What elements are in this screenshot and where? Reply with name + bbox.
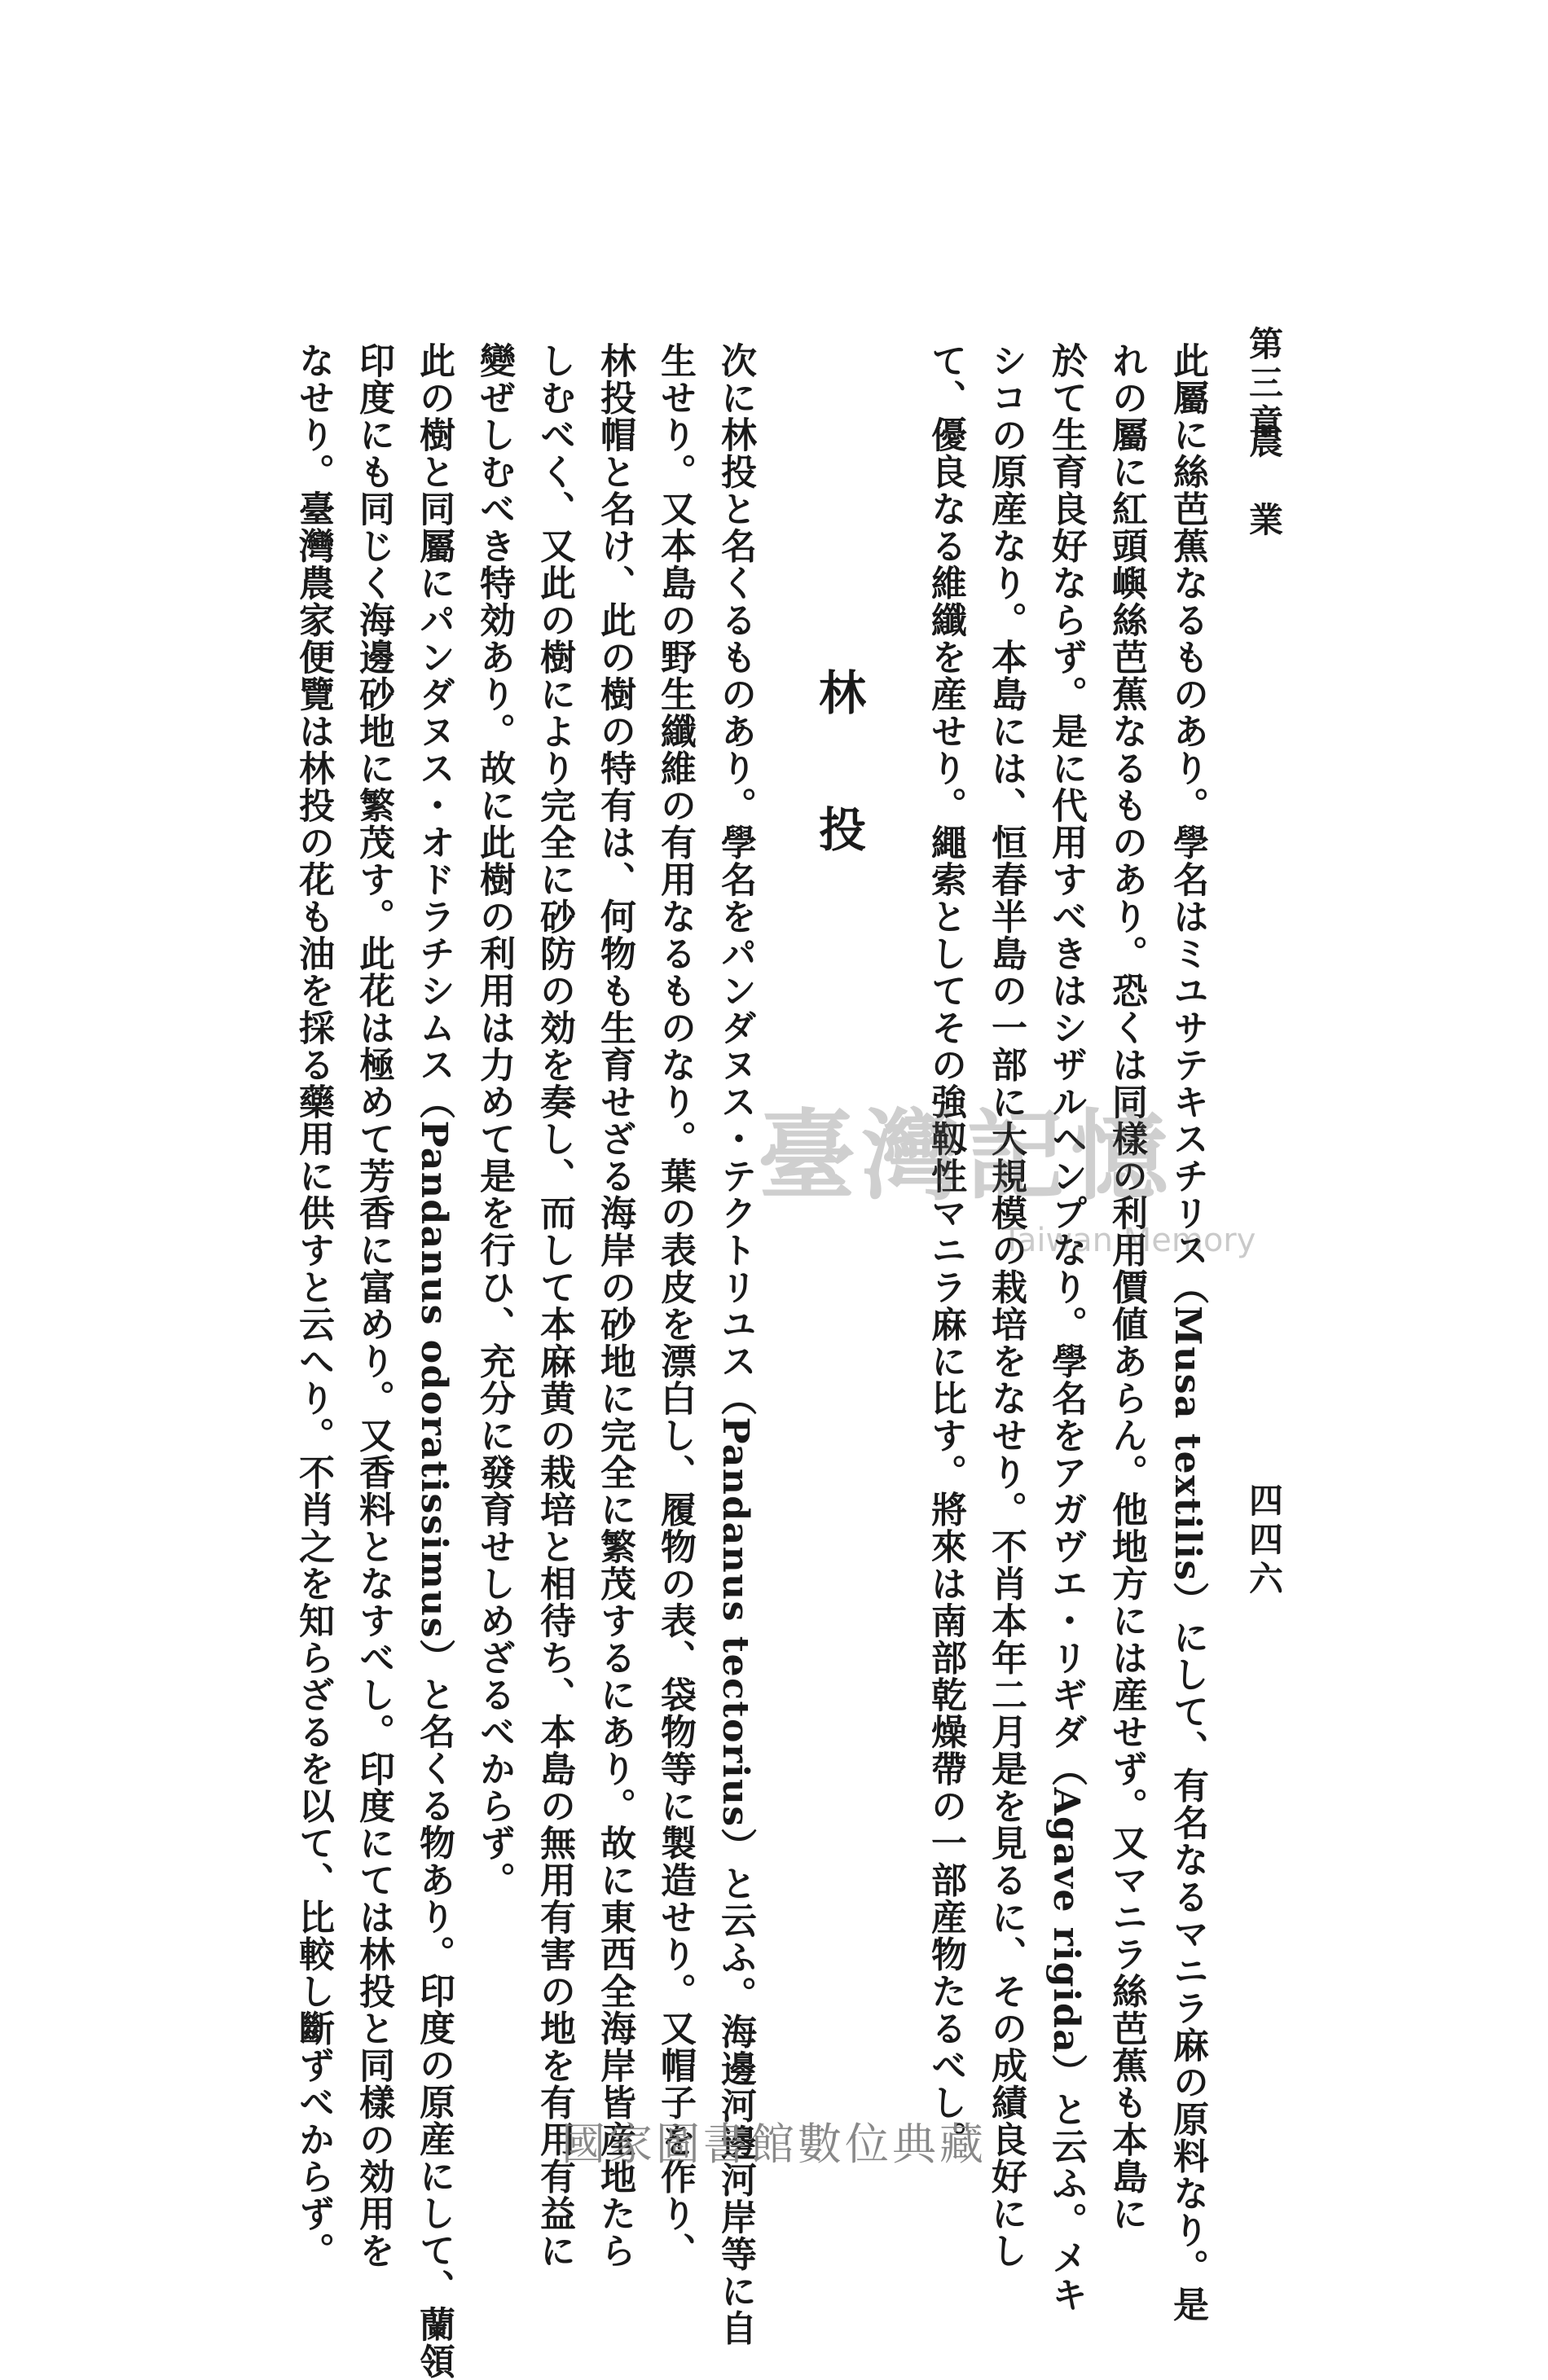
- text-column: 次に林投と名くるものあり。學名をパンダヌス・テクトリユス（Pandanus tectorius）と云ふ。海邊河邊河岸等に自: [715, 342, 756, 2347]
- watermark-logo-text: 臺灣記憶: [758, 1099, 1175, 1214]
- text-column: 於て生育良好ならず。是に代用すべきはシザルヘンプなり。學名をアガヴエ・リギダ（Agave rigida）と云ふ。メキ: [1045, 342, 1087, 2313]
- section-title: 林投: [811, 668, 866, 942]
- text-column: れの屬に紅頭嶼絲芭蕉なるものあり。恐くは同樣の利用價値あらん。他地方には産せず。又マニラ絲芭蕉も本島に: [1106, 342, 1147, 2233]
- text-column: なせり。臺灣農家便覽は林投の花も油を採る藥用に供すと云へり。不肖之を知らざるを以て、比較し斷ずべからず。: [292, 342, 334, 2269]
- text-column: シコの原産なり。本島には、恒春半島の一部に大規模の栽培をなせり。不肖本年二月是を見るに、その成績良好にし: [985, 342, 1027, 2269]
- chapter-label: 第三章: [1244, 326, 1284, 443]
- text-column: 此の樹と同屬にパンダヌス・オドラチシムス（Pandanus odoratissimus）と名くる物あり。印度の原産にして、蘭領: [413, 342, 455, 2380]
- archive-footer: 國家圖書館數位典藏: [561, 2119, 987, 2170]
- text-column: 變ぜしむべき特効あり。故に此樹の利用は力めて是を行ひ、充分に發育せしめざるべからず。: [473, 342, 515, 1899]
- text-column: 印度にも同じく海邊砂地に繁茂す。此花は極めて芳香に富めり。又香料となすべし。印度にては林投と同樣の効用を: [353, 342, 394, 2269]
- watermark-subtitle: Taiwan Memory: [1002, 1222, 1256, 1259]
- text-column: て、優良なる維纖を産せり。繩索としてその強靱性マニラ麻に比す。將來は南部乾燥帶の一部産物たるべし。: [925, 342, 966, 2158]
- text-column: 林投帽と名け、此の樹の特有は、何物も生育せざる海岸の砂地に完全に繁茂するにあり。故に東西全海岸皆産地たら: [594, 342, 635, 2269]
- text-column: 生せり。又本島の野生纖維の有用なるものなり。葉の表皮を漂白し、履物の表、袋物等に製造せり。又帽子を作り、: [654, 342, 696, 2269]
- watermark: [758, 1099, 1256, 1271]
- text-column: 此屬に絲芭蕉なるものあり。學名はミユサテキスチリス（Musa textilis）にして、有名なるマニラ麻の原料なり。是: [1167, 342, 1208, 2323]
- chapter-subject: 農 業: [1244, 424, 1284, 541]
- text-column: しむべく、又此の樹により完全に砂防の効を奏し、而して本麻黄の栽培と相待ち、本島の無用有害の地を有用有益に: [534, 342, 575, 2269]
- page-number: 四四六: [1244, 1482, 1284, 1600]
